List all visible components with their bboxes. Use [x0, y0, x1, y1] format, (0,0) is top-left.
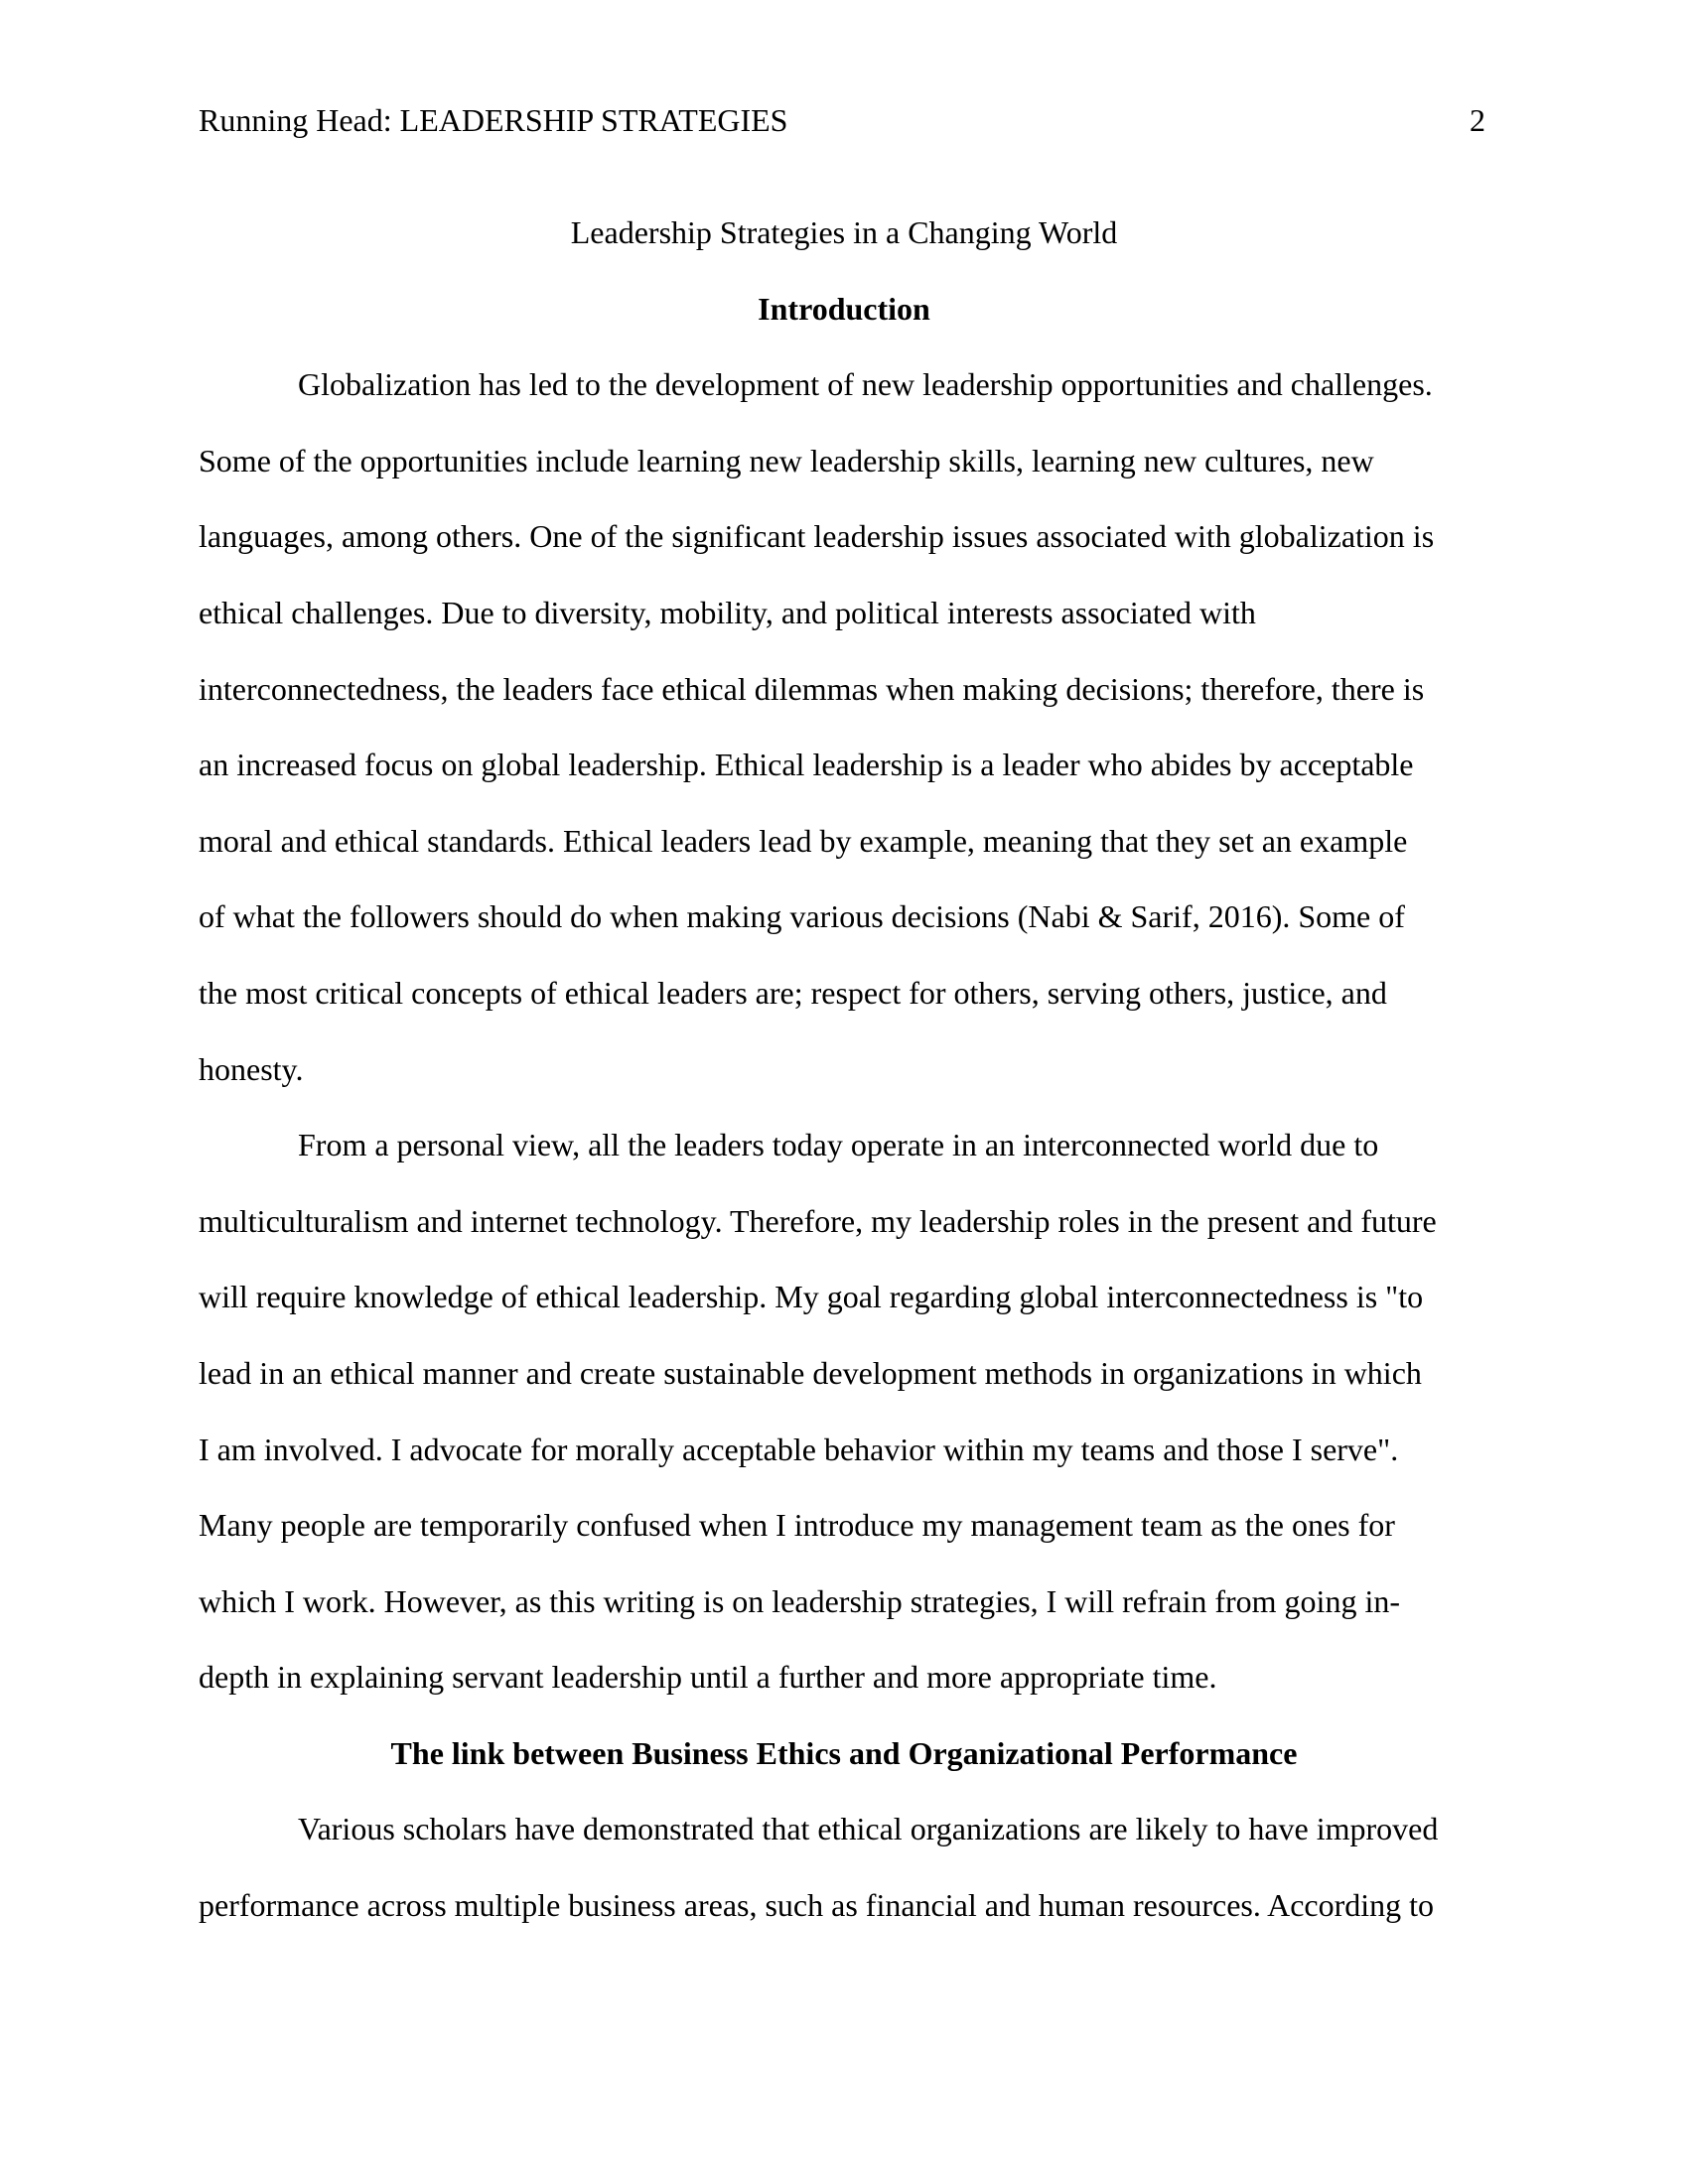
paragraph-line: honesty. — [199, 1050, 304, 1087]
paragraph-line: multiculturalism and internet technology. Therefore, my leadership roles in the present and future — [199, 1202, 1437, 1239]
paragraph-line: performance across multiple business areas, such as financial and human resources. According to — [199, 1887, 1435, 1924]
section-heading-introduction: Introduction — [758, 290, 930, 327]
paragraph-line: From a personal view, all the leaders today operate in an interconnected world due to — [298, 1127, 1379, 1163]
paragraph-introduction-1 — [199, 346, 1489, 1107]
paragraph-line: moral and ethical standards. Ethical leaders lead by example, meaning that they set an example — [199, 822, 1408, 859]
running-head: Running Head: LEADERSHIP STRATEGIES — [199, 102, 788, 138]
paragraph-line: interconnectedness, the leaders face ethical dilemmas when making decisions; therefore, there is — [199, 670, 1425, 707]
paragraph-introduction-2 — [199, 1107, 1489, 1715]
document-body — [199, 195, 1489, 1944]
paragraph-line: Many people are temporarily confused when I introduce my management team as the ones for — [199, 1507, 1395, 1544]
paragraph-line: languages, among others. One of the significant leadership issues associated with globalization is — [199, 518, 1435, 555]
paragraph-line: which I work. However, as this writing is on leadership strategies, I will refrain from going in- — [199, 1582, 1400, 1619]
paragraph-line: I am involved. I advocate for morally acceptable behavior within my teams and those I serve". — [199, 1431, 1399, 1467]
paragraph-line: Globalization has led to the development of new leadership opportunities and challenges. — [298, 366, 1433, 403]
paragraph-line: of what the followers should do when making various decisions (Nabi & Sarif, 2016). Some of — [199, 898, 1405, 935]
paragraph-line: the most critical concepts of ethical leaders are; respect for others, serving others, justice, and — [199, 974, 1387, 1011]
paragraph-line: lead in an ethical manner and create sustainable development methods in organizations in which — [199, 1354, 1422, 1391]
paragraph-line: Some of the opportunities include learning new leadership skills, learning new cultures, new — [199, 442, 1374, 478]
page-number: 2 — [1470, 102, 1485, 138]
paragraph-line: will require knowledge of ethical leadership. My goal regarding global interconnectedness is "to — [199, 1279, 1424, 1315]
paragraph-line: Various scholars have demonstrated that ethical organizations are likely to have improved — [298, 1811, 1439, 1847]
paragraph-business-ethics-1 — [199, 1791, 1489, 1943]
paragraph-line: depth in explaining servant leadership until a further and more appropriate time. — [199, 1659, 1217, 1696]
page-header — [199, 97, 1485, 143]
paragraph-line: an increased focus on global leadership. Ethical leadership is a leader who abides by acceptable — [199, 747, 1414, 783]
section-heading-business-ethics: The link between Business Ethics and Organizational Performance — [390, 1734, 1298, 1771]
document-title: Leadership Strategies in a Changing World — [570, 214, 1118, 250]
paragraph-line: ethical challenges. Due to diversity, mobility, and political interests associated with — [199, 594, 1256, 630]
